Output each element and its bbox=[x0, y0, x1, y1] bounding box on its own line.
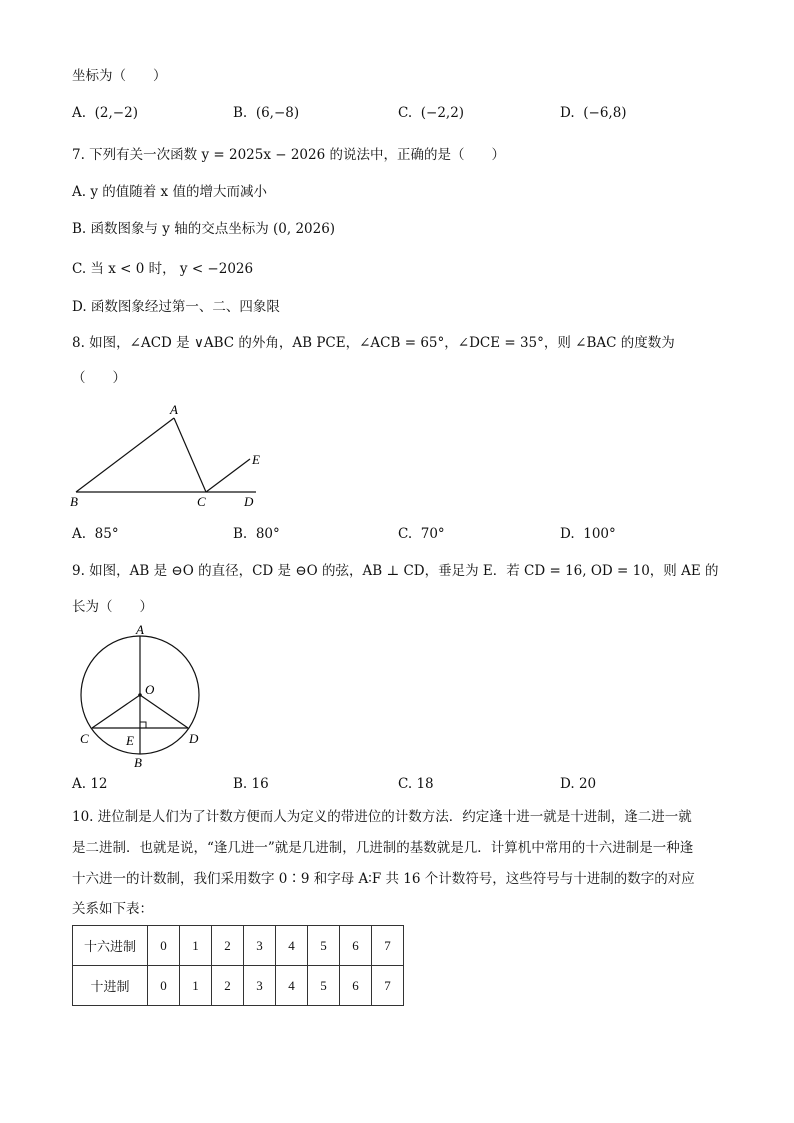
option-letter: C. bbox=[398, 776, 413, 792]
triangle-figure bbox=[66, 398, 276, 510]
table-cell: 6 bbox=[340, 926, 372, 966]
table-cell: 6 bbox=[340, 966, 372, 1006]
q6-tail: 坐标为（ ） bbox=[72, 68, 167, 84]
segment-ba bbox=[76, 418, 174, 492]
point-label-c: C bbox=[80, 731, 89, 746]
table-cell: 3 bbox=[244, 926, 276, 966]
table-cell: 4 bbox=[276, 966, 308, 1006]
option-letter: D. bbox=[560, 526, 575, 542]
segment-ce bbox=[206, 459, 250, 492]
q10-line-2: 是二进制．也就是说，“逢几进一”就是几进制，几进制的基数就是几．计算机中常用的十六进制是一种逢 bbox=[72, 840, 694, 856]
segment-ac bbox=[174, 418, 206, 492]
option-text: 18 bbox=[416, 776, 434, 792]
option-text: 16 bbox=[251, 776, 269, 792]
table-cell: 7 bbox=[372, 966, 404, 1006]
row-header: 十进制 bbox=[73, 966, 148, 1006]
table-cell: 5 bbox=[308, 966, 340, 1006]
table-row bbox=[73, 926, 404, 966]
table-cell: 4 bbox=[276, 926, 308, 966]
q10-line-4: 关系如下表： bbox=[72, 901, 153, 917]
q8-option-d bbox=[560, 526, 616, 542]
option-text: (2,−2) bbox=[94, 105, 138, 121]
q8-stem: 8. 如图，∠ACD 是 ∨ABC 的外角，AB PCE，∠ACB = 65°，∠DCE = 35°，则 ∠BAC 的度数为 bbox=[72, 335, 675, 351]
q9-stem-cont: 长为（ ） bbox=[72, 599, 153, 615]
table-cell: 0 bbox=[148, 926, 180, 966]
point-label-b: B bbox=[70, 494, 78, 509]
q8-option-a bbox=[72, 526, 119, 542]
q9-option-d bbox=[560, 776, 596, 792]
option-letter: D. bbox=[560, 105, 575, 121]
point-label-b: B bbox=[134, 755, 142, 770]
option-letter: A. bbox=[72, 105, 87, 121]
option-text: (−2,2) bbox=[420, 105, 465, 121]
q8-option-c bbox=[398, 526, 445, 542]
option-text: 20 bbox=[578, 776, 597, 792]
q7-stem: 7. 下列有关一次函数 y = 2025x − 2026 的说法中，正确的是（ ） bbox=[72, 147, 505, 163]
q7-option-b: B. 函数图象与 y 轴的交点坐标为 (0, 2026) bbox=[72, 221, 336, 237]
q9-option-a bbox=[72, 776, 108, 792]
table-cell: 3 bbox=[244, 966, 276, 1006]
q8-stem-cont: （ ） bbox=[72, 370, 126, 386]
point-label-e: E bbox=[252, 452, 260, 467]
q8-option-b bbox=[233, 526, 280, 542]
q6-option-c bbox=[398, 105, 464, 121]
point-label-c: C bbox=[197, 494, 206, 509]
table-cell: 2 bbox=[212, 926, 244, 966]
q10-line-3: 十六进一的计数制，我们采用数字 0∶9 和字母 A∶F 共 16 个计数符号，这些符号与十进制的数字的对应 bbox=[72, 871, 695, 887]
point-label-d: D bbox=[244, 494, 254, 509]
q9-stem: 9. 如图，AB 是 ⊖O 的直径，CD 是 ⊖O 的弦，AB ⊥ CD，垂足为 E．若 CD = 16, OD = 10，则 AE 的 bbox=[72, 563, 719, 579]
point-label-d: D bbox=[189, 731, 199, 746]
table-cell: 5 bbox=[308, 926, 340, 966]
q6-option-d bbox=[560, 105, 627, 121]
radius-od bbox=[140, 695, 188, 728]
center-point bbox=[138, 693, 142, 697]
q7-option-a: A. y 的值随着 x 值的增大而减小 bbox=[72, 184, 267, 200]
table-cell: 7 bbox=[372, 926, 404, 966]
option-text: 12 bbox=[90, 776, 108, 792]
point-label-a: A bbox=[170, 402, 178, 417]
radix-table bbox=[72, 925, 404, 1006]
option-letter: C. bbox=[398, 105, 413, 121]
option-letter: D. bbox=[560, 776, 575, 792]
q6-option-b bbox=[233, 105, 299, 121]
table-row bbox=[73, 966, 404, 1006]
q7-option-d: D. 函数图象经过第一、二、四象限 bbox=[72, 299, 280, 315]
option-letter: B. bbox=[233, 105, 248, 121]
option-text: (6,−8) bbox=[255, 105, 300, 121]
q10-line-1: 10. 进位制是人们为了计数方便而人为定义的带进位的计数方法．约定逢十进一就是十进制，逢二进一就 bbox=[72, 809, 692, 825]
q9-option-c bbox=[398, 776, 434, 792]
table-cell: 2 bbox=[212, 966, 244, 1006]
option-letter: A. bbox=[72, 776, 87, 792]
table-cell: 1 bbox=[180, 966, 212, 1006]
point-label-e: E bbox=[126, 733, 134, 748]
point-label-o: O bbox=[145, 682, 155, 697]
q9-option-b bbox=[233, 776, 269, 792]
option-letter: B. bbox=[233, 776, 248, 792]
right-angle-mark bbox=[140, 722, 146, 728]
q7-option-c: C. 当 x < 0 时， y < −2026 bbox=[72, 261, 254, 277]
row-header: 十六进制 bbox=[73, 926, 148, 966]
q6-option-a bbox=[72, 105, 138, 121]
option-letter: B. bbox=[233, 526, 248, 542]
table-cell: 0 bbox=[148, 966, 180, 1006]
option-text: 100° bbox=[583, 526, 616, 542]
option-text: 85° bbox=[94, 526, 119, 542]
option-letter: C. bbox=[398, 526, 413, 542]
option-text: 70° bbox=[420, 526, 445, 542]
option-text: 80° bbox=[255, 526, 280, 542]
option-text: (−6,8) bbox=[583, 105, 627, 121]
table-cell: 1 bbox=[180, 926, 212, 966]
radius-oc bbox=[92, 695, 140, 728]
option-letter: A. bbox=[72, 526, 87, 542]
point-label-a: A bbox=[136, 622, 144, 637]
circle-figure bbox=[74, 622, 214, 772]
